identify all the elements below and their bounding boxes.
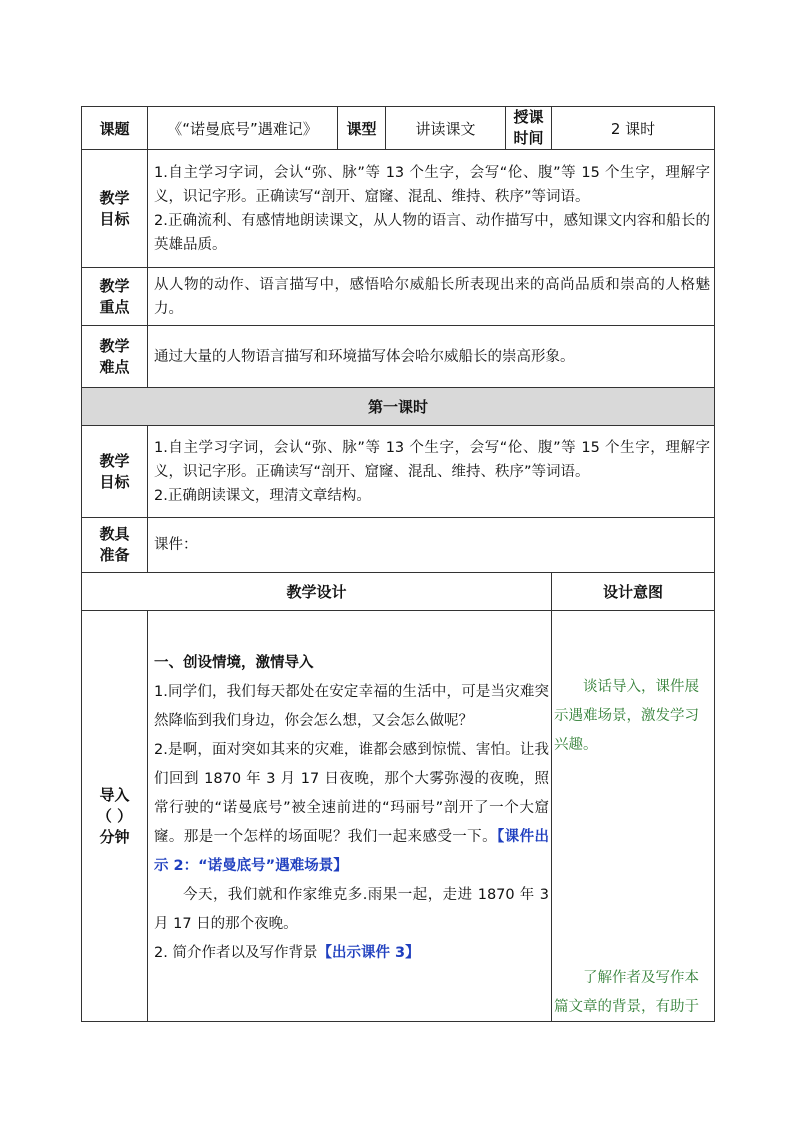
lesson-goals-label [82,426,148,518]
goals-label [82,150,148,268]
lesson-goal-2: 2.正确朗读课文，理清文章结构。 [154,487,371,504]
goals-content [148,150,715,268]
time-label-line2: 时间 [513,129,544,147]
key-points-content: 从人物的动作、语言描写中，感悟哈尔威船长所表现出来的高尚品质和崇高的人格魅力。 [148,268,715,326]
time-label-line1: 授课 [513,108,544,126]
intro-label-line2: （ ） [96,806,133,825]
intro-paragraph-4-text: 2. 简介作者以及写作背景 [154,945,318,961]
lesson-plan [81,106,714,1022]
lesson-goals-label-line1: 教学 [99,451,130,470]
tools-label [82,518,148,573]
tools-label-line2: 准备 [99,546,130,564]
design-header-row [82,573,715,611]
tools-label-line1: 教具 [99,525,130,543]
topic-label: 课题 [82,107,148,150]
lesson-plan-table [81,106,715,1022]
goals-row [82,150,715,268]
goal-2: 2.正确流利、有感情地朗读课文，从人物的语言、动作描写中，感知课文内容和船长的英雄品质。 [154,212,710,253]
difficulties-content: 通过大量的人物语言描写和环境描写体会哈尔威船长的崇高形象。 [148,326,715,388]
goals-label-line1: 教学 [99,188,130,207]
courseware-3-highlight: 【出示课件 3】 [317,945,420,961]
goals-label-line2: 目标 [99,209,130,228]
goal-1: 1.自主学习字词，会认“弥、脉”等 13 个生字，会写“伦、腹”等 15 个生字，理解字义，识记字形。正确读写“剖开、窟窿、混乱、维持、秩序”等词语。 [154,164,710,205]
key-points-row [82,268,715,326]
courseware-2-highlight: 【课件出示 2：“诺曼底号”遇难场景】 [154,829,550,874]
intro-paragraph-1: 1.同学们，我们每天都处在安定幸福的生活中，可是当灾难突然降临到我们身边，你会怎么想，又会怎么做呢？ [154,684,549,729]
topic-value: 《“诺曼底号”遇难记》 [148,107,338,150]
design-header: 教学设计 [82,573,552,611]
intro-row [82,611,715,1022]
intro-label [82,611,148,1022]
time-value: 2 课时 [552,107,715,150]
intent-content [552,611,715,1022]
key-points-label [82,268,148,326]
intent-2: 了解作者及写作本篇文章的背景，有助于 [554,970,699,1015]
type-value: 讲读课文 [386,107,506,150]
intro-heading: 一、创设情境，激情导入 [154,655,314,671]
lesson-goals-content [148,426,715,518]
intent-1: 谈话导入，课件展示遇难场景，激发学习兴趣。 [554,679,699,753]
difficulties-label-line1: 教学 [99,336,130,355]
tools-row [82,518,715,573]
key-points-label-line2: 重点 [99,297,130,316]
intent-header: 设计意图 [552,573,715,611]
lesson-goals-row [82,426,715,518]
intro-paragraph-2 [154,736,549,881]
lesson-goal-1: 1.自主学习字词，会认“弥、脉”等 13 个生字，会写“伦、腹”等 15 个生字，理解字义，识记字形。正确读写“剖开、窟窿、混乱、维持、秩序”等词语。 [154,439,710,480]
tools-value: 课件： [148,518,715,573]
difficulties-label [82,326,148,388]
intro-paragraph-4 [154,939,549,968]
intro-paragraph-3: 今天，我们就和作家维克多.雨果一起，走进 1870 年 3 月 17 日的那个夜晚。 [154,887,549,932]
first-lesson-title: 第一课时 [82,388,715,426]
header-row [82,107,715,150]
difficulties-row [82,326,715,388]
type-label: 课型 [338,107,386,150]
lesson-goals-label-line2: 目标 [99,472,130,491]
first-lesson-row [82,388,715,426]
intro-paragraph-2-text: 2.是啊，面对突如其来的灾难，谁都会感到惊慌、害怕。让我们回到 1870 年 3 月 17 日夜晚，那个大雾弥漫的夜晚，照常行驶的“诺曼底号”被全速前进的“玛丽号”剖开了一个大窟窿。那是一个怎样的场面呢？我们一起来感受一下。 [154,742,549,845]
difficulties-label-line2: 难点 [99,357,130,376]
key-points-label-line1: 教学 [99,276,130,295]
intro-label-line1: 导入 [99,785,130,804]
intro-label-line3: 分钟 [99,827,130,846]
time-label [506,107,552,150]
intro-content [148,611,552,1022]
